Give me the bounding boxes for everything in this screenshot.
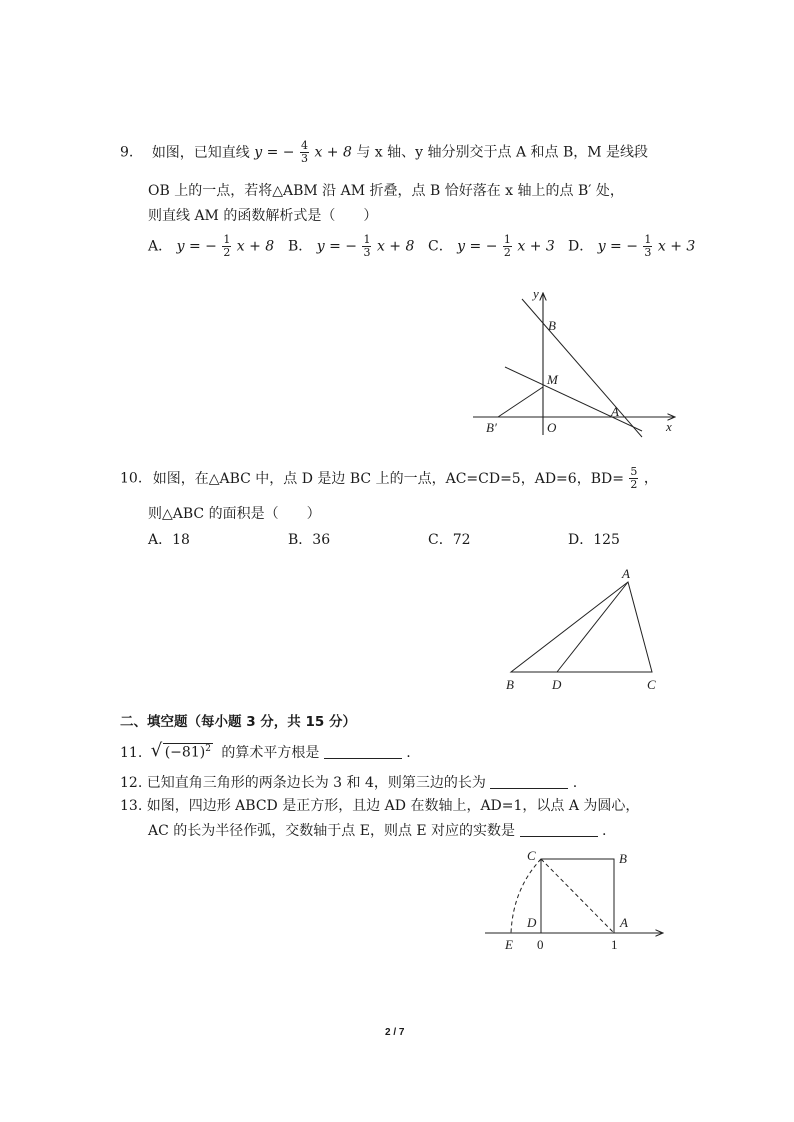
- q10-label-a: A: [622, 566, 630, 581]
- q13-line1: [120, 795, 639, 815]
- q10-option-value: 18: [172, 532, 190, 548]
- q9-option-c: [428, 234, 555, 259]
- q9-option-num: 1: [363, 233, 371, 246]
- q9-option-num: 1: [644, 233, 652, 246]
- q13-diagonal-ac: [541, 859, 614, 933]
- q11: [120, 742, 411, 762]
- q9-label-m: M: [547, 372, 558, 387]
- q10-option-label: C．: [428, 532, 453, 548]
- q9-option-label: C．: [428, 238, 453, 255]
- q9-option-den: 3: [644, 246, 652, 259]
- q13-arc: [511, 859, 541, 933]
- q9-line1: [120, 140, 648, 165]
- radical-sign-icon: √: [150, 740, 163, 762]
- q9-option-rhs: x + 8: [376, 238, 415, 255]
- q11-exponent: 2: [205, 744, 211, 755]
- q12-number: 12.: [120, 775, 143, 791]
- q13-label-b: B: [619, 851, 627, 866]
- q13-number: 13.: [120, 798, 143, 814]
- q10-option-value: 36: [312, 532, 331, 548]
- q10-text: 如图，在△ABC 中，点 D 是边 BC 上的一点，AC=CD=5，AD=6，BD=: [152, 470, 624, 487]
- q9-option-lhs: y = −: [316, 238, 358, 255]
- q9-option-lhs: y = −: [457, 238, 498, 255]
- q9-option-fraction: [222, 234, 231, 259]
- q11-text: 的算术平方根是: [221, 745, 320, 761]
- q9-option-rhs: x + 3: [517, 238, 555, 255]
- q11-number: 11.: [120, 745, 143, 761]
- q10-label-b: B: [506, 677, 514, 692]
- q10-frac-num: 5: [630, 465, 638, 478]
- q10-line1: [120, 466, 658, 491]
- q13-label-e: E: [505, 937, 513, 952]
- q12: [120, 772, 577, 792]
- q13-figure: [480, 845, 670, 955]
- q13-tick-1: 1: [611, 937, 618, 952]
- q13-text2: AC 的长为半径作弧，交数轴于点 E，则点 E 对应的实数是: [148, 823, 516, 839]
- q9-label-y: y: [533, 286, 539, 301]
- q11-answer-blank[interactable]: [324, 744, 402, 759]
- q9-segment-bpm: [498, 387, 543, 417]
- q9-label-a: A: [611, 404, 619, 419]
- q10-option-a: [148, 529, 190, 549]
- q9-line-ab: [522, 299, 642, 437]
- q11-radicand: (−81): [164, 745, 206, 761]
- q12-answer-blank[interactable]: [490, 774, 568, 789]
- q10-text-end: ，: [643, 470, 658, 487]
- q9-line3: 则直线 AM 的函数解析式是（ ）: [148, 208, 378, 224]
- q10-option-value: 72: [452, 532, 471, 548]
- q9-eq-frac-num: 4: [301, 139, 308, 152]
- q9-number: 9.: [120, 144, 134, 161]
- q9-option-label: B．: [288, 238, 313, 255]
- q13-label-d: D: [527, 915, 537, 930]
- q9-option-den: 2: [223, 246, 231, 259]
- q9-option-num: 1: [223, 233, 231, 246]
- q9-eq-rhs: x + 8: [314, 144, 352, 161]
- q13-label-c: C: [527, 848, 536, 863]
- q9-option-num: 1: [503, 233, 511, 246]
- q9-option-fraction: [643, 234, 652, 259]
- q11-end: .: [406, 745, 411, 761]
- q10-option-label: B．: [288, 532, 313, 548]
- q9-option-lhs: y = −: [597, 238, 638, 255]
- q9-text-b: 与 x 轴、y 轴分别交于点 A 和点 B，M 是线段: [356, 144, 649, 161]
- q9-option-fraction: [362, 234, 371, 259]
- q9-eq-lhs: y = −: [254, 144, 295, 161]
- q10-label-c: C: [647, 677, 656, 692]
- q10-fraction: [629, 466, 638, 491]
- q9-option-den: 2: [503, 246, 511, 259]
- q10-segment-ad: [557, 582, 628, 672]
- q9-option-label: A．: [148, 238, 173, 255]
- q9-line2: OB 上的一点，若将△ABM 沿 AM 折叠，点 B 恰好落在 x 轴上的点 B′ 处，: [148, 183, 624, 199]
- page-number: 2 / 7: [385, 1027, 405, 1038]
- q10-option-label: A．: [148, 532, 173, 548]
- q9-label-x: x: [666, 419, 672, 434]
- q10-figure: [500, 562, 670, 694]
- q10-option-d: [568, 529, 620, 549]
- q10-label-d: D: [552, 677, 562, 692]
- q9-text-a: 如图，已知直线: [151, 144, 250, 161]
- q9-option-rhs: x + 8: [236, 238, 275, 255]
- q9-label-bprime: B′: [486, 420, 497, 435]
- q9-eq-fraction: [300, 140, 309, 165]
- q9-option-b: [288, 234, 414, 259]
- q13-tick-0: 0: [537, 937, 544, 952]
- q9-option-den: 3: [363, 246, 371, 259]
- q13-text: 如图，四边形 ABCD 是正方形，且边 AD 在数轴上，AD=1，以点 A 为圆心，: [146, 798, 640, 814]
- q9-option-a: [148, 234, 274, 259]
- q12-end: .: [572, 775, 578, 791]
- q9-figure: [470, 285, 685, 440]
- q9-label-o: O: [547, 420, 557, 435]
- q10-triangle-abc: [511, 582, 652, 672]
- q13-line2: [148, 820, 606, 840]
- q9-option-lhs: y = −: [176, 238, 217, 255]
- q13-label-a: A: [620, 915, 628, 930]
- q10-option-c: [428, 529, 471, 549]
- q9-label-b: B: [548, 318, 556, 333]
- q13-end: .: [601, 823, 607, 839]
- q10-option-b: [288, 529, 330, 549]
- q9-option-label: D．: [568, 238, 594, 255]
- q10-line2: 则△ABC 的面积是（ ）: [148, 506, 321, 522]
- section-title: 二、填空题（每小题 3 分，共 15 分）: [120, 714, 356, 730]
- q10-option-label: D．: [568, 532, 594, 548]
- q9-option-rhs: x + 3: [657, 238, 696, 255]
- q9-eq-frac-den: 3: [301, 152, 308, 165]
- q9-option-fraction: [503, 234, 512, 259]
- q10-number: 10.: [120, 470, 143, 487]
- q13-answer-blank[interactable]: [520, 822, 598, 837]
- q12-text: 已知直角三角形的两条边长为 3 和 4，则第三边的长为: [146, 775, 486, 791]
- q9-option-d: [568, 234, 695, 259]
- q10-option-value: 125: [593, 532, 620, 548]
- q11-sqrt: [150, 740, 213, 762]
- q10-frac-den: 2: [630, 478, 638, 491]
